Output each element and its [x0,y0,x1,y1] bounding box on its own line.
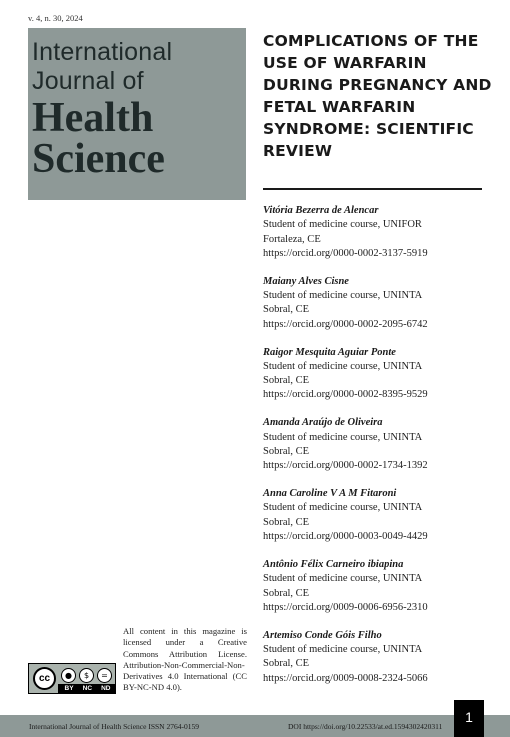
author-location: Sobral, CE [263,516,310,528]
no-derivatives-icon: = [97,668,112,683]
author-orcid-link[interactable]: https://orcid.org/0000-0002-3137-5919 [263,247,428,259]
author-entry [263,346,498,403]
author-entry [263,416,498,473]
title-divider [263,188,482,190]
author-affiliation: Student of medicine course, UNINTA [263,360,423,372]
author-location: Fortaleza, CE [263,233,321,245]
author-location: Sobral, CE [263,658,310,670]
author-entry [263,629,498,686]
footer-doi-link[interactable]: DOI https://doi.org/10.22533/at.ed.1594302420311 [288,722,443,731]
author-orcid-link[interactable]: https://orcid.org/0000-0003-0049-4429 [263,531,428,543]
author-entry [263,487,498,544]
author-list [263,204,498,699]
author-name: Antônio Félix Carneiro ibiapina [263,558,404,570]
license-label-nd: ND [101,685,111,692]
journal-title-block [28,28,246,200]
author-entry [263,558,498,615]
author-affiliation: Student of medicine course, UNINTA [263,290,423,302]
journal-title-line-1: International [32,38,173,66]
author-location: Sobral, CE [263,375,310,387]
creative-commons-icon: cc [33,667,56,690]
author-entry [263,275,498,332]
page-footer [0,715,510,737]
author-affiliation: Student of medicine course, UNINTA [263,573,423,585]
author-entry [263,204,498,261]
author-location: Sobral, CE [263,445,310,457]
author-orcid-link[interactable]: https://orcid.org/0009-0008-2324-5066 [263,672,428,684]
author-orcid-link[interactable]: https://orcid.org/0000-0002-8395-9529 [263,389,428,401]
author-orcid-link[interactable]: https://orcid.org/0000-0002-2095-6742 [263,318,428,330]
license-labels [60,684,115,693]
attribution-icon: ● [61,668,76,683]
author-name: Amanda Araújo de Oliveira [263,417,383,429]
journal-title-line-2: Journal of [32,67,144,95]
journal-title-line-3: Health [32,95,154,141]
author-name: Maiany Alves Cisne [263,275,349,287]
author-affiliation: Student of medicine course, UNINTA [263,431,423,443]
license-label-nc: NC [82,685,93,692]
journal-title-line-4: Science [32,136,165,182]
author-affiliation: Student of medicine course, UNIFOR [263,219,422,231]
non-commercial-icon: $ [79,668,94,683]
author-name: Anna Caroline V A M Fitaroni [263,488,397,500]
author-affiliation: Student of medicine course, UNINTA [263,643,423,655]
author-orcid-link[interactable]: https://orcid.org/0009-0006-6956-2310 [263,601,428,613]
creative-commons-badge[interactable] [28,663,116,694]
license-icons [61,668,115,684]
author-location: Sobral, CE [263,304,310,316]
author-affiliation: Student of medicine course, UNINTA [263,502,423,514]
license-label-by: BY [64,685,74,692]
volume-info: v. 4, n. 30, 2024 [28,13,83,23]
author-orcid-link[interactable]: https://orcid.org/0000-0002-1734-1392 [263,460,428,472]
author-name: Vitória Bezerra de Alencar [263,205,379,216]
article-title: COMPLICATIONS OF THE USE OF WARFARIN DURING PREGNANCY AND FETAL WARFARIN SYNDROME: SCIENTIFIC REVIEW [263,32,492,160]
author-name: Raigor Mesquita Aguiar Ponte [263,346,396,358]
author-name: Artemiso Conde Góis Filho [263,629,382,641]
footer-journal-issn: International Journal of Health Science ISSN 2764-0159 [29,722,199,731]
author-location: Sobral, CE [263,587,310,599]
page-number: 1 [454,700,484,737]
license-text: All content in this magazine is licensed under a Creative Commons Attribution License. Attribution-Non-Commercial-Non-Derivatives 4.0 International (CC BY-NC-ND 4.0). [123,626,247,693]
